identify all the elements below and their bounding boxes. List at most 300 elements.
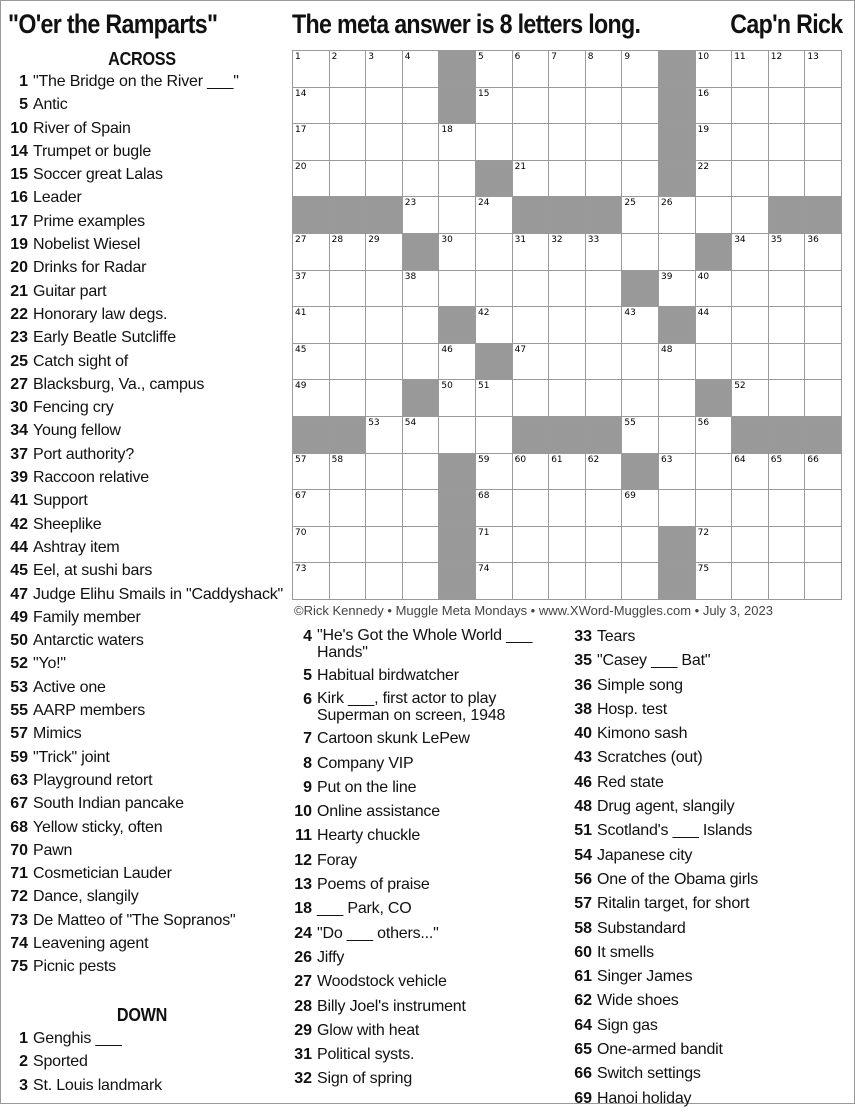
down-clue[interactable]: [286, 998, 566, 1022]
grid-cell[interactable]: [293, 527, 330, 564]
across-clue[interactable]: [2, 213, 282, 236]
across-clue[interactable]: [2, 842, 282, 865]
grid-cell[interactable]: [476, 124, 513, 161]
down-clue[interactable]: [286, 876, 566, 900]
grid-cell[interactable]: [293, 271, 330, 308]
clue-number: 38: [574, 700, 592, 718]
down-clue[interactable]: [286, 827, 566, 851]
grid-cell[interactable]: [293, 490, 330, 527]
grid-cell[interactable]: [476, 234, 513, 271]
across-clue[interactable]: [2, 539, 282, 562]
grid-cell[interactable]: [366, 234, 403, 271]
grid-cell[interactable]: [622, 417, 659, 454]
cell-number: 7: [551, 52, 557, 62]
across-clue[interactable]: [2, 702, 282, 725]
across-clue[interactable]: [2, 516, 282, 539]
grid-cell[interactable]: [805, 234, 842, 271]
grid-cell[interactable]: [330, 307, 367, 344]
across-clue[interactable]: [2, 399, 282, 422]
grid-cell[interactable]: [293, 88, 330, 125]
grid-cell[interactable]: [549, 454, 586, 491]
grid-cell[interactable]: [769, 344, 806, 381]
grid-cell[interactable]: [805, 454, 842, 491]
grid-cell[interactable]: [769, 563, 806, 600]
grid-cell[interactable]: [622, 197, 659, 234]
grid-cell[interactable]: [549, 380, 586, 417]
grid-cell[interactable]: [696, 417, 733, 454]
grid-cell[interactable]: [403, 527, 440, 564]
grid-cell[interactable]: [549, 527, 586, 564]
grid-cell[interactable]: [696, 344, 733, 381]
grid-cell[interactable]: [696, 307, 733, 344]
grid-cell[interactable]: [330, 271, 367, 308]
grid-cell[interactable]: [732, 454, 769, 491]
grid-cell[interactable]: [439, 271, 476, 308]
across-clue[interactable]: [2, 865, 282, 888]
across-clue[interactable]: [2, 259, 282, 282]
across-clue[interactable]: [2, 888, 282, 911]
down-clue[interactable]: [566, 749, 846, 773]
down-clue[interactable]: [566, 1090, 846, 1114]
down-clue[interactable]: [566, 798, 846, 822]
down-clue[interactable]: [286, 691, 566, 724]
grid-cell[interactable]: [366, 124, 403, 161]
clue-number: 22: [10, 305, 28, 323]
grid-cell[interactable]: [366, 161, 403, 198]
grid-cell[interactable]: [513, 454, 550, 491]
grid-cell[interactable]: [513, 271, 550, 308]
grid-cell[interactable]: [476, 51, 513, 88]
grid-cell[interactable]: [659, 380, 696, 417]
across-clue[interactable]: [2, 469, 282, 492]
across-clue[interactable]: [2, 189, 282, 212]
grid-cell[interactable]: [476, 307, 513, 344]
grid-cell[interactable]: [805, 490, 842, 527]
grid-cell[interactable]: [732, 490, 769, 527]
clue-text: Sheeplike: [33, 515, 102, 533]
grid-cell[interactable]: [805, 563, 842, 600]
clue-text: Leader: [33, 189, 82, 207]
grid-cell[interactable]: [622, 124, 659, 161]
clue-number: 48: [574, 798, 592, 816]
cell-number: 65: [770, 454, 783, 465]
grid-cell[interactable]: [403, 88, 440, 125]
grid-cell[interactable]: [439, 344, 476, 381]
grid-cell[interactable]: [549, 124, 586, 161]
across-clue[interactable]: [2, 935, 282, 958]
grid-cell[interactable]: [732, 307, 769, 344]
grid-cell[interactable]: [586, 380, 623, 417]
grid-cell[interactable]: [696, 563, 733, 600]
cell-number: 74: [477, 564, 490, 575]
across-clue[interactable]: [2, 73, 282, 96]
grid-cell[interactable]: [439, 197, 476, 234]
grid-cell[interactable]: [293, 454, 330, 491]
crossword-grid: [292, 50, 842, 600]
down-clue[interactable]: [566, 822, 846, 846]
down-clue[interactable]: [286, 779, 566, 803]
clue-number: 44: [10, 538, 28, 556]
grid-cell[interactable]: [366, 417, 403, 454]
grid-cell[interactable]: [622, 161, 659, 198]
grid-cell[interactable]: [732, 234, 769, 271]
grid-cell[interactable]: [403, 161, 440, 198]
grid-cell[interactable]: [586, 234, 623, 271]
grid-cell[interactable]: [805, 161, 842, 198]
down-clue[interactable]: [566, 725, 846, 749]
grid-cell[interactable]: [769, 161, 806, 198]
down-clue[interactable]: [286, 755, 566, 779]
grid-cell[interactable]: [403, 563, 440, 600]
down-clue[interactable]: [286, 667, 566, 691]
grid-cell[interactable]: [513, 490, 550, 527]
grid-cell[interactable]: [330, 88, 367, 125]
grid-cell[interactable]: [586, 307, 623, 344]
grid-cell[interactable]: [805, 527, 842, 564]
grid-cell[interactable]: [805, 51, 842, 88]
down-clue[interactable]: [2, 1077, 282, 1100]
clue-number: 4: [303, 628, 312, 645]
grid-cell[interactable]: [622, 527, 659, 564]
grid-cell[interactable]: [622, 490, 659, 527]
across-clue[interactable]: [2, 492, 282, 515]
grid-cell[interactable]: [513, 234, 550, 271]
grid-cell[interactable]: [586, 563, 623, 600]
grid-cell[interactable]: [586, 88, 623, 125]
grid-cell[interactable]: [732, 161, 769, 198]
grid-cell[interactable]: [805, 88, 842, 125]
across-clue[interactable]: [2, 376, 282, 399]
grid-cell[interactable]: [622, 234, 659, 271]
grid-cell[interactable]: [330, 161, 367, 198]
across-clue[interactable]: [2, 422, 282, 445]
across-clue[interactable]: [2, 120, 282, 143]
grid-cell[interactable]: [586, 454, 623, 491]
clue-text: Ritalin target, for short: [597, 895, 750, 913]
grid-cell[interactable]: [330, 527, 367, 564]
grid-cell[interactable]: [622, 307, 659, 344]
down-clue[interactable]: [566, 968, 846, 992]
down-clue[interactable]: [566, 944, 846, 968]
grid-cell[interactable]: [513, 51, 550, 88]
grid-cell[interactable]: [366, 454, 403, 491]
grid-cell[interactable]: [476, 527, 513, 564]
down-clue[interactable]: [566, 895, 846, 919]
grid-cell[interactable]: [330, 344, 367, 381]
grid-cell[interactable]: [366, 88, 403, 125]
across-clue[interactable]: [2, 96, 282, 119]
clue-text: Picnic pests: [33, 958, 116, 976]
grid-cell[interactable]: [549, 161, 586, 198]
grid-cell[interactable]: [403, 124, 440, 161]
across-clue[interactable]: [2, 329, 282, 352]
grid-cell[interactable]: [805, 344, 842, 381]
grid-cell[interactable]: [439, 234, 476, 271]
grid-cell[interactable]: [586, 344, 623, 381]
clue-number: 5: [303, 667, 312, 684]
grid-cell[interactable]: [513, 527, 550, 564]
across-clue[interactable]: [2, 725, 282, 748]
grid-cell[interactable]: [293, 344, 330, 381]
black-square: [549, 417, 586, 454]
grid-cell[interactable]: [622, 51, 659, 88]
grid-cell[interactable]: [696, 88, 733, 125]
grid-cell[interactable]: [293, 380, 330, 417]
grid-cell[interactable]: [732, 124, 769, 161]
grid-cell[interactable]: [586, 51, 623, 88]
grid-cell[interactable]: [403, 417, 440, 454]
grid-cell[interactable]: [769, 88, 806, 125]
grid-cell[interactable]: [586, 161, 623, 198]
grid-cell[interactable]: [659, 234, 696, 271]
grid-cell[interactable]: [586, 124, 623, 161]
grid-cell[interactable]: [732, 88, 769, 125]
across-clue[interactable]: [2, 306, 282, 329]
grid-cell[interactable]: [659, 271, 696, 308]
grid-cell[interactable]: [622, 88, 659, 125]
grid-cell[interactable]: [366, 344, 403, 381]
grid-cell[interactable]: [513, 307, 550, 344]
across-clue[interactable]: [2, 283, 282, 306]
across-clue[interactable]: [2, 446, 282, 469]
grid-cell[interactable]: [293, 124, 330, 161]
grid-cell[interactable]: [549, 234, 586, 271]
grid-cell[interactable]: [403, 197, 440, 234]
across-clue[interactable]: [2, 236, 282, 259]
grid-cell[interactable]: [403, 490, 440, 527]
grid-cell[interactable]: [549, 490, 586, 527]
grid-cell[interactable]: [805, 271, 842, 308]
across-clue[interactable]: [2, 772, 282, 795]
grid-cell[interactable]: [659, 454, 696, 491]
black-square: [659, 124, 696, 161]
grid-cell[interactable]: [366, 380, 403, 417]
grid-cell[interactable]: [805, 380, 842, 417]
cell-number: 72: [697, 527, 710, 538]
grid-cell[interactable]: [622, 563, 659, 600]
down-clue[interactable]: [286, 1022, 566, 1046]
grid-cell[interactable]: [403, 51, 440, 88]
clue-number: 62: [574, 992, 592, 1010]
grid-cell[interactable]: [476, 197, 513, 234]
grid-cell[interactable]: [622, 380, 659, 417]
down-clue[interactable]: [566, 628, 846, 652]
across-clue[interactable]: [2, 586, 282, 609]
down-clue[interactable]: [286, 1070, 566, 1094]
grid-cell[interactable]: [439, 380, 476, 417]
grid-cell[interactable]: [732, 527, 769, 564]
grid-cell[interactable]: [513, 161, 550, 198]
grid-cell[interactable]: [696, 454, 733, 491]
grid-cell[interactable]: [366, 51, 403, 88]
grid-cell[interactable]: [403, 344, 440, 381]
clue-number: 43: [574, 749, 592, 767]
down-clue[interactable]: [566, 1065, 846, 1089]
black-square: [513, 417, 550, 454]
down-clue[interactable]: [566, 920, 846, 944]
down-clue[interactable]: [286, 949, 566, 973]
cell-number: 57: [295, 454, 307, 465]
grid-cell[interactable]: [403, 307, 440, 344]
grid-cell[interactable]: [293, 161, 330, 198]
down-clue[interactable]: [566, 1041, 846, 1065]
grid-cell[interactable]: [696, 124, 733, 161]
grid-cell[interactable]: [293, 563, 330, 600]
grid-cell[interactable]: [476, 380, 513, 417]
grid-cell[interactable]: [732, 51, 769, 88]
down-clue[interactable]: [286, 1046, 566, 1070]
down-clue[interactable]: [566, 871, 846, 895]
grid-cell[interactable]: [696, 527, 733, 564]
grid-cell[interactable]: [293, 234, 330, 271]
clue-text: Tears: [597, 628, 636, 645]
grid-cell[interactable]: [769, 234, 806, 271]
across-clue[interactable]: [2, 143, 282, 166]
grid-cell[interactable]: [403, 454, 440, 491]
grid-cell[interactable]: [769, 271, 806, 308]
grid-cell[interactable]: [659, 197, 696, 234]
grid-cell[interactable]: [439, 161, 476, 198]
grid-cell[interactable]: [366, 271, 403, 308]
down-clue[interactable]: [286, 973, 566, 997]
grid-cell[interactable]: [476, 88, 513, 125]
across-clue[interactable]: [2, 166, 282, 189]
grid-cell[interactable]: [769, 51, 806, 88]
cell-number: 30: [441, 234, 453, 245]
down-clue[interactable]: [286, 925, 566, 949]
grid-cell[interactable]: [330, 454, 367, 491]
down-clue[interactable]: [566, 1017, 846, 1041]
across-clue[interactable]: [2, 632, 282, 655]
grid-cell[interactable]: [805, 307, 842, 344]
grid-cell[interactable]: [513, 124, 550, 161]
clue-text: It smells: [597, 943, 654, 961]
down-clue[interactable]: [566, 652, 846, 676]
clue-number: 45: [10, 562, 28, 580]
grid-cell[interactable]: [513, 88, 550, 125]
cell-number: 50: [441, 381, 453, 392]
grid-cell[interactable]: [366, 490, 403, 527]
grid-cell[interactable]: [586, 527, 623, 564]
grid-cell[interactable]: [769, 380, 806, 417]
grid-cell[interactable]: [513, 563, 550, 600]
grid-cell[interactable]: [330, 380, 367, 417]
grid-cell[interactable]: [696, 161, 733, 198]
grid-cell[interactable]: [769, 307, 806, 344]
grid-cell[interactable]: [659, 344, 696, 381]
grid-cell[interactable]: [732, 563, 769, 600]
grid-cell[interactable]: [330, 124, 367, 161]
grid-cell[interactable]: [330, 490, 367, 527]
cell-number: 31: [514, 234, 527, 245]
grid-cell[interactable]: [622, 344, 659, 381]
grid-cell[interactable]: [659, 417, 696, 454]
across-clue[interactable]: [2, 353, 282, 376]
grid-cell[interactable]: [549, 51, 586, 88]
clue-text: Poems of praise: [317, 876, 430, 894]
grid-cell[interactable]: [696, 271, 733, 308]
grid-cell[interactable]: [659, 490, 696, 527]
grid-cell[interactable]: [549, 271, 586, 308]
grid-cell[interactable]: [439, 417, 476, 454]
down-clue[interactable]: [286, 852, 566, 876]
grid-cell[interactable]: [330, 234, 367, 271]
grid-cell[interactable]: [330, 563, 367, 600]
grid-cell[interactable]: [476, 490, 513, 527]
grid-cell[interactable]: [476, 417, 513, 454]
down-clue[interactable]: [566, 847, 846, 871]
down-clue[interactable]: [2, 1053, 282, 1076]
cell-number: 42: [477, 308, 490, 319]
across-clue[interactable]: [2, 749, 282, 772]
grid-cell[interactable]: [805, 124, 842, 161]
down-clue[interactable]: [286, 900, 566, 924]
across-clue[interactable]: [2, 819, 282, 842]
grid-cell[interactable]: [586, 271, 623, 308]
grid-cell[interactable]: [732, 380, 769, 417]
grid-cell[interactable]: [769, 454, 806, 491]
grid-cell[interactable]: [696, 197, 733, 234]
grid-cell[interactable]: [696, 51, 733, 88]
grid-cell[interactable]: [330, 51, 367, 88]
grid-cell[interactable]: [513, 344, 550, 381]
down-clue[interactable]: [286, 730, 566, 754]
grid-cell[interactable]: [549, 307, 586, 344]
grid-cell[interactable]: [732, 271, 769, 308]
down-clue[interactable]: [286, 628, 566, 661]
grid-cell[interactable]: [769, 527, 806, 564]
grid-cell[interactable]: [366, 307, 403, 344]
clue-number: 30: [10, 399, 28, 417]
across-clue[interactable]: [2, 958, 282, 981]
down-clue[interactable]: [2, 1030, 282, 1053]
cell-number: 12: [770, 52, 783, 62]
grid-cell[interactable]: [549, 344, 586, 381]
grid-cell[interactable]: [293, 51, 330, 88]
across-clue[interactable]: [2, 795, 282, 818]
cell-number: 48: [660, 344, 673, 355]
across-clue[interactable]: [2, 679, 282, 702]
grid-cell[interactable]: [769, 124, 806, 161]
grid-cell[interactable]: [293, 307, 330, 344]
grid-cell[interactable]: [439, 124, 476, 161]
grid-cell[interactable]: [403, 271, 440, 308]
across-clue[interactable]: [2, 562, 282, 585]
grid-cell[interactable]: [549, 563, 586, 600]
grid-cell[interactable]: [513, 380, 550, 417]
across-clue[interactable]: [2, 655, 282, 678]
cell-number: 71: [477, 527, 490, 538]
grid-cell[interactable]: [476, 563, 513, 600]
grid-cell[interactable]: [732, 344, 769, 381]
grid-cell[interactable]: [476, 271, 513, 308]
grid-cell[interactable]: [769, 490, 806, 527]
across-clue[interactable]: [2, 912, 282, 935]
across-clue[interactable]: [2, 609, 282, 632]
down-clue[interactable]: [566, 992, 846, 1016]
grid-cell[interactable]: [732, 197, 769, 234]
grid-cell[interactable]: [366, 563, 403, 600]
grid-cell[interactable]: [549, 88, 586, 125]
down-clue[interactable]: [566, 701, 846, 725]
grid-cell[interactable]: [586, 490, 623, 527]
down-clue[interactable]: [566, 677, 846, 701]
down-clue[interactable]: [566, 774, 846, 798]
grid-cell[interactable]: [366, 527, 403, 564]
down-clue[interactable]: [286, 803, 566, 827]
grid-cell[interactable]: [696, 490, 733, 527]
grid-cell[interactable]: [476, 454, 513, 491]
